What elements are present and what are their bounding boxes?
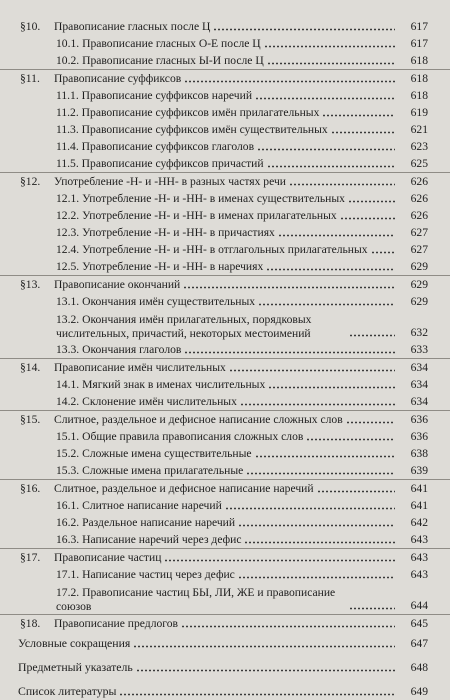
dot-leader bbox=[257, 148, 395, 151]
toc-subsection-entry bbox=[0, 224, 450, 241]
toc-main-entry bbox=[0, 632, 450, 652]
toc-subsection-entry bbox=[0, 566, 450, 583]
dot-leader bbox=[238, 576, 395, 579]
dot-leader bbox=[240, 403, 395, 406]
toc-subsection-entry bbox=[0, 258, 450, 275]
entry-title: Слитное, раздельное и дефисное написание сложных слов bbox=[54, 413, 343, 426]
page-number: 636 bbox=[410, 413, 428, 426]
toc-subsection-entry bbox=[0, 376, 450, 393]
page-number: 626 bbox=[410, 209, 428, 222]
page-number: 629 bbox=[410, 260, 428, 273]
toc-subsection-entry bbox=[0, 445, 450, 462]
entry-title: 15.1. Общие правила правописания сложных слов bbox=[56, 430, 304, 443]
page-number: 619 bbox=[410, 106, 428, 119]
page-number: 623 bbox=[410, 140, 428, 153]
dot-leader bbox=[183, 286, 395, 289]
section-number: §13. bbox=[20, 278, 41, 291]
entry-title: 14.2. Склонение имён числительных bbox=[56, 395, 237, 408]
page-number: 617 bbox=[410, 37, 428, 50]
page-number: 626 bbox=[410, 192, 428, 205]
toc-section-entry bbox=[0, 275, 450, 293]
page-number: 627 bbox=[410, 243, 428, 256]
page-number: 627 bbox=[410, 226, 428, 239]
toc-subsection-entry bbox=[0, 293, 450, 310]
section-number: §14. bbox=[20, 361, 41, 374]
dot-leader bbox=[264, 45, 395, 48]
toc-subsection-entry bbox=[0, 121, 450, 138]
dot-leader bbox=[246, 472, 395, 475]
dot-leader bbox=[268, 386, 395, 389]
toc-subsection-entry bbox=[0, 583, 450, 614]
entry-title: 17.2. Правописание частиц БЫ, ЛИ, ЖЕ и правописание союзов bbox=[56, 586, 336, 613]
dot-leader bbox=[181, 625, 395, 628]
entry-title: 11.4. Правописание суффиксов глаголов bbox=[56, 140, 255, 153]
toc-main-entry bbox=[0, 656, 450, 676]
page-number: 648 bbox=[410, 661, 428, 674]
entry-title: 13.3. Окончания глаголов bbox=[56, 343, 182, 356]
page-number: 618 bbox=[410, 54, 428, 67]
toc-subsection-entry bbox=[0, 190, 450, 207]
toc-subsection-entry bbox=[0, 207, 450, 224]
dot-leader bbox=[238, 524, 395, 527]
dot-leader bbox=[267, 62, 395, 65]
dot-leader bbox=[348, 200, 395, 203]
page-number: 618 bbox=[410, 72, 428, 85]
dot-leader bbox=[258, 303, 395, 306]
dot-leader bbox=[184, 80, 395, 83]
dot-leader bbox=[317, 490, 395, 493]
entry-title: 11.1. Правописание суффиксов наречий bbox=[56, 89, 253, 102]
toc-subsection-entry bbox=[0, 497, 450, 514]
section-number: §10. bbox=[20, 20, 41, 33]
toc-section-entry bbox=[0, 614, 450, 632]
page-number: 629 bbox=[410, 295, 428, 308]
entry-title: 16.2. Раздельное написание наречий bbox=[56, 516, 236, 529]
entry-title: 15.2. Сложные имена существительные bbox=[56, 447, 252, 460]
section-number: §11. bbox=[20, 72, 40, 85]
dot-leader bbox=[340, 217, 395, 220]
toc-section-entry bbox=[0, 172, 450, 190]
toc-subsection-entry bbox=[0, 531, 450, 548]
entry-title: Предметный указатель bbox=[18, 660, 133, 674]
toc-subsection-entry bbox=[0, 341, 450, 358]
toc-subsection-entry bbox=[0, 155, 450, 172]
page-number: 644 bbox=[410, 599, 428, 612]
page-number: 645 bbox=[410, 617, 428, 630]
page-number: 617 bbox=[410, 20, 428, 33]
dot-leader bbox=[133, 645, 395, 648]
dot-leader bbox=[164, 559, 395, 562]
entry-title: 12.2. Употребление -Н- и -НН- в именах прилагательных bbox=[56, 209, 337, 222]
toc-subsection-entry bbox=[0, 138, 450, 155]
dot-leader bbox=[229, 369, 395, 372]
page-number: 634 bbox=[410, 378, 428, 391]
dot-leader bbox=[306, 438, 395, 441]
entry-title: Правописание гласных после Ц bbox=[54, 20, 211, 33]
section-number: §16. bbox=[20, 482, 41, 495]
entry-title: 15.3. Сложные имена прилагательные bbox=[56, 464, 244, 477]
dot-leader bbox=[266, 268, 395, 271]
dot-leader bbox=[213, 28, 395, 31]
dot-leader bbox=[322, 114, 395, 117]
toc-subsection-entry bbox=[0, 87, 450, 104]
entry-title: 16.3. Написание наречий через дефис bbox=[56, 533, 242, 546]
entry-title: 10.2. Правописание гласных Ы-И после Ц bbox=[56, 54, 264, 67]
page-number: 636 bbox=[410, 430, 428, 443]
page-number: 634 bbox=[410, 361, 428, 374]
toc-subsection-entry bbox=[0, 52, 450, 69]
page-number: 643 bbox=[410, 568, 428, 581]
toc-subsection-entry bbox=[0, 462, 450, 479]
dot-leader bbox=[136, 669, 395, 672]
page-number: 649 bbox=[410, 685, 428, 698]
toc-subsection-entry bbox=[0, 310, 450, 341]
entry-title: Употребление -Н- и -НН- в разных частях речи bbox=[54, 175, 286, 188]
entry-title: Правописание предлогов bbox=[54, 617, 179, 630]
entry-title: Правописание имён числительных bbox=[54, 361, 226, 374]
dot-leader bbox=[225, 507, 395, 510]
toc-section-entry bbox=[0, 548, 450, 566]
entry-title: Правописание суффиксов bbox=[54, 72, 182, 85]
toc-subsection-entry bbox=[0, 104, 450, 121]
entry-title: Список литературы bbox=[18, 684, 117, 698]
entry-title: 10.1. Правописание гласных О-Е после Ц bbox=[56, 37, 261, 50]
page-number: 643 bbox=[410, 551, 428, 564]
section-number: §18. bbox=[20, 617, 41, 630]
page-number: 647 bbox=[410, 637, 428, 650]
toc-section-entry bbox=[0, 410, 450, 428]
toc-subsection-entry bbox=[0, 241, 450, 258]
page-number: 632 bbox=[410, 326, 428, 339]
dot-leader bbox=[289, 183, 395, 186]
entry-title: 12.1. Употребление -Н- и -НН- в именах существительных bbox=[56, 192, 345, 205]
toc-subsection-entry bbox=[0, 428, 450, 445]
section-number: §12. bbox=[20, 175, 41, 188]
dot-leader bbox=[371, 251, 395, 254]
dot-leader bbox=[255, 97, 395, 100]
entry-title: 12.5. Употребление -Н- и -НН- в наречиях bbox=[56, 260, 264, 273]
page-number: 621 bbox=[410, 123, 428, 136]
toc-subsection-entry bbox=[0, 393, 450, 410]
entry-title: 11.2. Правописание суффиксов имён прилагательных bbox=[56, 106, 320, 119]
entry-title: Слитное, раздельное и дефисное написание наречий bbox=[54, 482, 314, 495]
dot-leader bbox=[267, 165, 395, 168]
dot-leader bbox=[331, 131, 395, 134]
entry-title: Правописание окончаний bbox=[54, 278, 181, 291]
entry-title: Правописание частиц bbox=[54, 551, 162, 564]
page-number: 641 bbox=[410, 499, 428, 512]
entry-title: 11.5. Правописание суффиксов причастий bbox=[56, 157, 264, 170]
section-number: §17. bbox=[20, 551, 41, 564]
page-number: 626 bbox=[410, 175, 428, 188]
page-number: 641 bbox=[410, 482, 428, 495]
entry-title: 11.3. Правописание суффиксов имён существительных bbox=[56, 123, 328, 136]
dot-leader bbox=[278, 234, 395, 237]
page-number: 634 bbox=[410, 395, 428, 408]
dot-leader bbox=[184, 351, 395, 354]
dot-leader bbox=[119, 693, 395, 696]
toc-section-entry bbox=[0, 358, 450, 376]
toc-section-entry bbox=[0, 69, 450, 87]
dot-leader bbox=[244, 541, 395, 544]
toc-main-entry bbox=[0, 680, 450, 700]
entry-title: 13.2. Окончания имён прилагательных, порядковых числительных, причастий, некоторых местоимений bbox=[56, 313, 312, 340]
page-number: 642 bbox=[410, 516, 428, 529]
toc-subsection-entry bbox=[0, 514, 450, 531]
toc-subsection-entry bbox=[0, 35, 450, 52]
section-number: §15. bbox=[20, 413, 41, 426]
dot-leader bbox=[255, 455, 395, 458]
entry-title: 14.1. Мягкий знак в именах числительных bbox=[56, 378, 266, 391]
toc-section-entry bbox=[0, 479, 450, 497]
entry-title: 12.4. Употребление -Н- и -НН- в отглагольных прилагательных bbox=[56, 243, 368, 256]
entry-title: 13.1. Окончания имён существительных bbox=[56, 295, 256, 308]
page-number: 629 bbox=[410, 278, 428, 291]
dot-leader bbox=[349, 334, 395, 337]
entry-title: 12.3. Употребление -Н- и -НН- в причастиях bbox=[56, 226, 275, 239]
dot-leader bbox=[346, 421, 395, 424]
page-number: 639 bbox=[410, 464, 428, 477]
page-number: 638 bbox=[410, 447, 428, 460]
dot-leader bbox=[349, 607, 395, 610]
page-number: 625 bbox=[410, 157, 428, 170]
entry-title: 17.1. Написание частиц через дефис bbox=[56, 568, 235, 581]
page-number: 618 bbox=[410, 89, 428, 102]
page-number: 633 bbox=[410, 343, 428, 356]
entry-title: 16.1. Слитное написание наречий bbox=[56, 499, 222, 512]
entry-title: Условные сокращения bbox=[18, 636, 131, 650]
toc-section-entry bbox=[0, 18, 450, 35]
page-number: 643 bbox=[410, 533, 428, 546]
table-of-contents bbox=[0, 18, 450, 700]
